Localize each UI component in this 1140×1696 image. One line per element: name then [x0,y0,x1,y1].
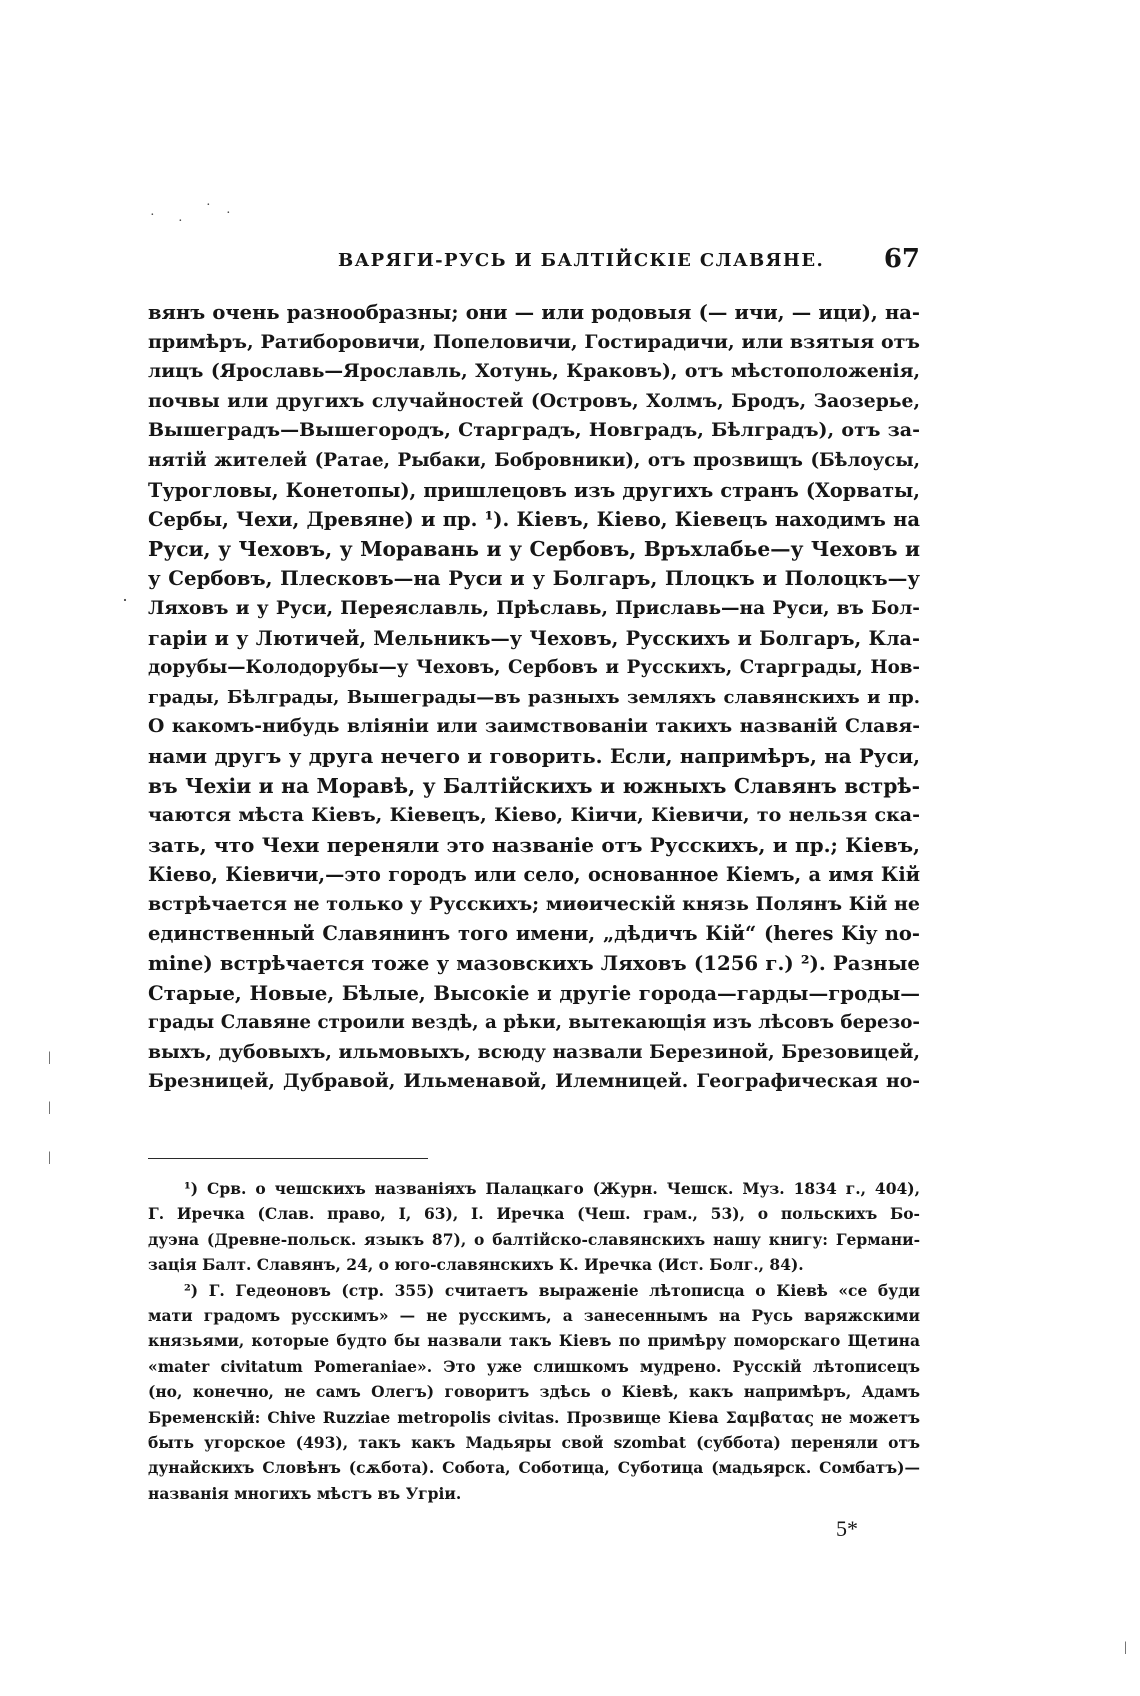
footnote-line: дунайскихъ Словѣнъ (сѫбота). Собота, Соботица, Суботица (мадьярск. Сомбатъ)— [148,1458,920,1478]
text-line: чаются мѣста Кіевъ, Кіевецъ, Кіево, Кіичи, Кіевичи, то нельзя ска- [148,804,920,827]
footnote-line: Г. Иречка (Слав. право, I, 63), I. Иречка (Чеш. грам., 53), о польскихъ Бо- [148,1204,920,1224]
scan-mark: · [150,208,155,223]
footnotes [148,1176,920,1506]
footnote-line: (но, конечно, не самъ Олегъ) говоритъ здѣсь о Кіевѣ, какъ напримѣръ, Адамъ [148,1382,920,1402]
scan-mark: · [178,214,183,229]
text-line: у Сербовъ, Плесковъ—на Руси и у Болгаръ, Плоцкъ и Полоцкъ—у [148,566,920,591]
text-line: нами другъ у друга нечего и говорить. Если, напримѣръ, на Руси, [148,743,920,768]
text-line: Брезницей, Дубравой, Ильменавой, Илемницей. Географическая но- [148,1070,920,1093]
running-title: ВАРЯГИ-РУСЬ И БАЛТІЙСКІЕ СЛАВЯНЕ. [338,250,825,271]
footnote-line: Бременскій: Chive Ruzziae metropolis civitas. Прозвище Кіева Σαμβατας не можетъ [148,1407,920,1427]
footnote-line: «mater civitatum Pomeraniae». Это уже слишкомъ мудрено. Русскій лѣтописецъ [148,1356,920,1376]
signature-mark: 5* [836,1516,858,1541]
scan-mark: | [48,1050,51,1065]
text-line: вянъ очень разнообразны; они — или родовыя (— ичи, — ици), на- [148,301,920,324]
body-text [148,298,920,1097]
scan-mark: · [226,206,231,221]
scan-mark: · [122,590,128,610]
text-line: mine) встрѣчается тоже у мазовскихъ Ляховъ (1256 г.) ²). Разные [148,951,920,976]
text-line: О какомъ-нибудь вліяніи или заимствованіи такихъ названій Славя- [148,715,920,738]
text-line: Вышеградъ—Вышегородъ, Старградъ, Новградъ, Бѣлградъ), отъ за- [148,419,920,442]
text-line: Руси, у Чеховъ, у Моравань и у Сербовъ, Връхлабье—у Чеховъ и [148,536,920,561]
footnote-line: ²) Г. Гедеоновъ (стр. 355) считаетъ выраженіе лѣтописца о Кіевѣ «се буди [184,1280,920,1300]
text-line: Старые, Новые, Бѣлые, Высокіе и другіе города—гарды—гроды— [148,980,920,1005]
page-number: 67 [883,244,920,274]
text-line: Ляховъ и у Руси, Переяславль, Прѣславь, Приславь—на Руси, въ Бол- [148,597,920,619]
text-line: единственный Славянинъ того имени, „дѣдичъ Кій“ (heres Kiy no- [148,922,920,946]
text-line: грады, Бѣлграды, Вышеграды—въ разныхъ земляхъ славянскихъ и пр. [148,686,920,708]
footnote-rule [148,1158,428,1159]
text-line: Кіево, Кіевичи,—это городъ или село, основанное Кіемъ, а имя Кій [148,863,920,887]
text-line: выхъ, дубовыхъ, ильмовыхъ, всюду назвали Березиной, Брезовицей, [148,1040,920,1063]
text-line: примѣръ, Ратиборовичи, Попеловичи, Гостирадичи, или взятыя отъ [148,330,920,353]
footnote-line: дуэна (Древне-польск. языкъ 87), о балтійско-славянскихъ нашу книгу: Германи- [148,1229,920,1249]
text-line: гаріи и у Лютичей, Мельникъ—у Чеховъ, Русскихъ и Болгаръ, Кла- [148,626,920,650]
text-line: дорубы—Колодорубы—у Чеховъ, Сербовъ и Русскихъ, Старграды, Нов- [148,657,920,679]
scan-mark: · [206,198,211,213]
footnote-line: князьями, которые будто бы назвали такъ Кіевъ по примѣру поморскаго Щетина [148,1331,920,1351]
footnote-line: мати градомъ русскимъ» — не русскимъ, а занесеннымъ на Русь варяжскими [148,1305,920,1325]
footnote-line: названія многихъ мѣстъ въ Угріи. [148,1483,462,1503]
page-header [148,244,920,286]
text-line: грады Славяне строили вездѣ, а рѣки, вытекающія изъ лѣсовъ березо- [148,1012,920,1034]
scan-mark: | [1124,1640,1127,1655]
text-line: въ Чехіи и на Моравѣ, у Балтійскихъ и южныхъ Славянъ встрѣ- [148,773,920,798]
text-line: почвы или другихъ случайностей (Островъ, Холмъ, Бродъ, Заозерье, [148,389,920,412]
footnote-line: быть угорское (493), такъ какъ Мадьяры свой szombat (суббота) переняли отъ [148,1432,920,1452]
text-line: зать, что Чехи переняли это названіе отъ Русскихъ, и пр.; Кіевъ, [148,832,920,857]
footnote-line: ¹) Срв. о чешскихъ названіяхъ Палацкаго (Журн. Чешск. Муз. 1834 г., 404), [184,1179,920,1198]
text-line: нятій жителей (Ратае, Рыбаки, Бобровники), отъ прозвищъ (Бѣлоусы, [148,449,920,471]
text-line: Сербы, Чехи, Древяне) и пр. ¹). Кіевъ, Кіево, Кіевецъ находимъ на [148,508,920,532]
scan-mark: | [48,1150,51,1165]
footnote-line: зація Балт. Славянъ, 24, о юго-славянскихъ К. Иречка (Ист. Болг., 84). [148,1255,804,1275]
text-line: лицъ (Ярославь—Ярославль, Хотунь, Краковъ), отъ мѣстоположенія, [148,360,920,383]
scan-mark: | [48,1100,51,1115]
text-line: Турогловы, Конетопы), пришлецовъ изъ другихъ странъ (Хорваты, [148,478,920,502]
text-line: встрѣчается не только у Русскихъ; миѳическій князь Полянъ Кій не [148,892,920,915]
